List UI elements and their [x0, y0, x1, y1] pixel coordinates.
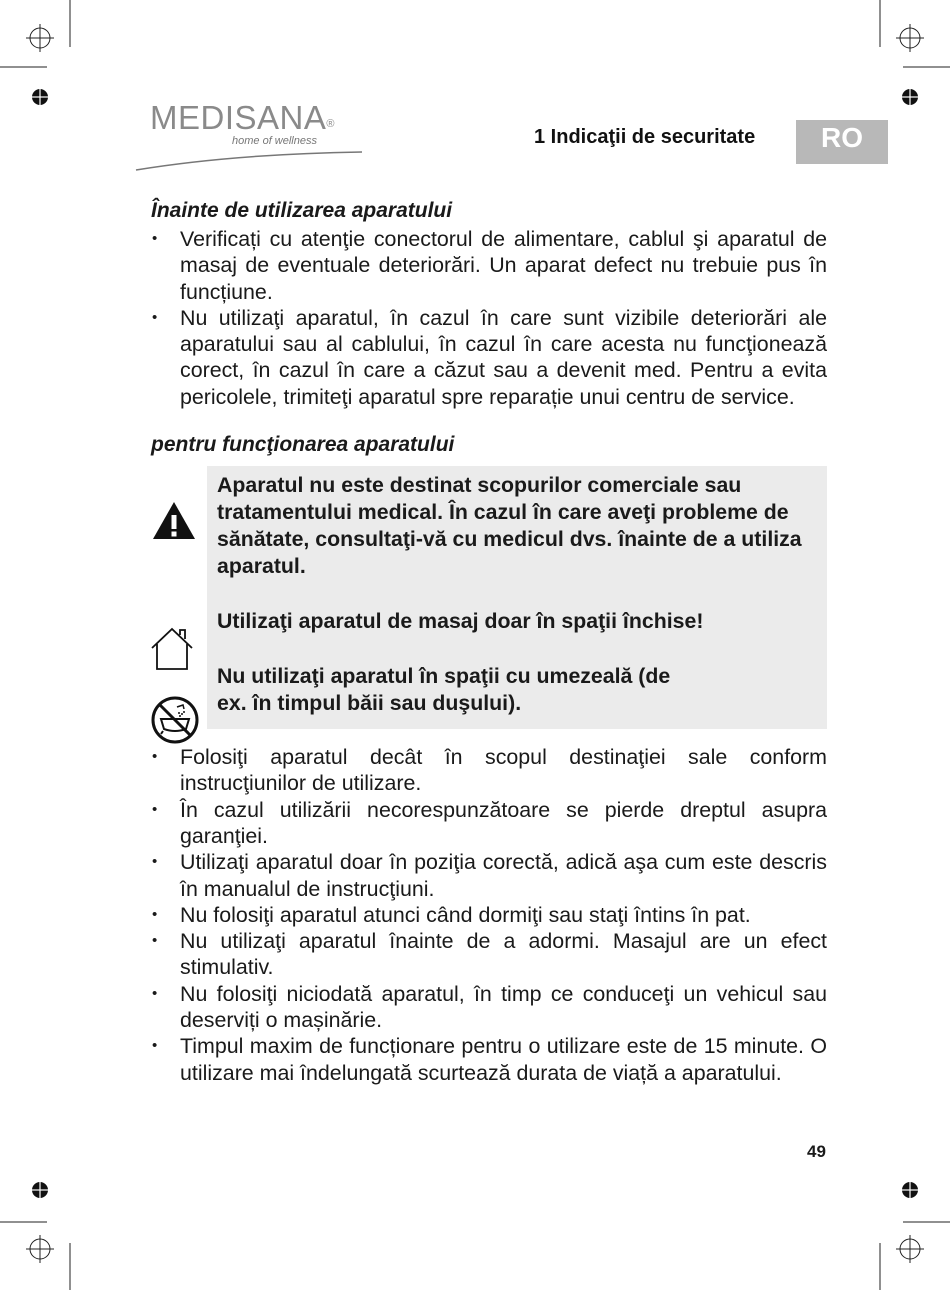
warning-text-medical: Aparatul nu este destinat scopurilor comerciale sau tratamentului medical. În cazul în care aveţi probleme de sănătate, consultaţi-vă cu medicul dvs. înainte de a utiliza aparatul.: [217, 473, 802, 579]
list-item: • Nu utilizaţi aparatul înainte de a adormi. Masajul are un efect stimulativ.: [152, 929, 827, 980]
list-item: • Utilizaţi aparatul doar în poziţia corectă, adică aşa cum este descris în manualul de instrucţiuni.: [152, 850, 827, 901]
page-number: 49: [807, 1142, 826, 1161]
section-heading-operation: pentru funcţionarea aparatului: [151, 433, 455, 457]
no-bath-icon: [150, 695, 200, 745]
warning-triangle-icon: [151, 499, 197, 541]
list-item: • În cazul utilizării necorespunzătoare se pierde dreptul asupra garanţiei.: [152, 797, 827, 848]
warning-text-humidity: Nu utilizaţi aparatul în spaţii cu umezeală (de ex. în timpul băii sau duşului).: [217, 664, 671, 716]
list-item: • Nu folosiţi niciodată aparatul, în timp ce conduceţi un vehicul sau deserviți o mașinărie.: [152, 981, 827, 1033]
main-content: [151, 196, 827, 1086]
list-item: • Folosiţi aparatul decât în scopul destinaţiei sale conform instrucţiunilor de utilizare.: [152, 745, 827, 796]
logo-swoosh: [134, 148, 364, 174]
warning-text-indoor: Utilizaţi aparatul de masaj doar în spaţii închise!: [217, 609, 704, 634]
language-badge: RO: [796, 120, 888, 164]
bullet-list-before-use: [151, 226, 827, 410]
list-item: • Timpul maxim de funcționare pentru o utilizare este de 15 minute. O utilizare mai îndelungată scurtează durata de viață a aparatului.: [152, 1034, 827, 1085]
list-item: • Nu utilizaţi aparatul, în cazul în care sunt vizibile deteriorări ale aparatului sau al cablului, în cazul în care acesta nu funcţionează corect, în cazul în care a căzut sau a devenit med. Pentru a evita pericolele, trimiteţi aparatul spre reparație unui centru de service.: [152, 305, 827, 409]
bullet-list-operation: [151, 744, 827, 1086]
section-heading-before-use: Înainte de utilizarea aparatului: [151, 199, 453, 222]
house-icon: [150, 626, 194, 672]
brand-name: MEDISANA®: [150, 99, 335, 136]
section-title: 1 Indicaţii de securitate: [534, 126, 756, 148]
brand-logo: [150, 98, 360, 178]
warning-box: [207, 466, 827, 729]
list-item: • Nu folosiţi aparatul atunci când dormiţi sau staţi întins în pat.: [152, 902, 751, 927]
list-item: • Verificați cu atenţie conectorul de alimentare, cablul şi aparatul de masaj de eventuale deteriorări. Un aparat defect nu trebuie pus în funcțiune.: [152, 227, 827, 304]
brand-tagline: home of wellness: [232, 135, 317, 147]
